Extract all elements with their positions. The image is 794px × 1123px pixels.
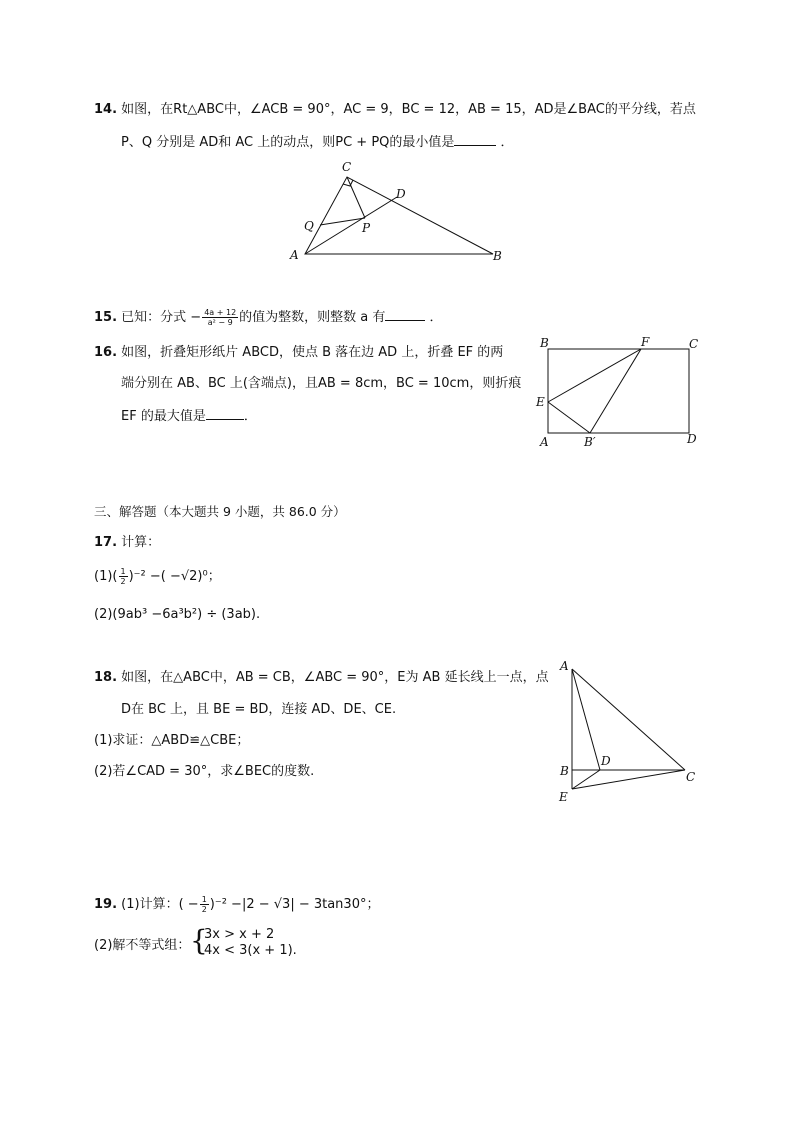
q16-label-B: B <box>540 336 549 350</box>
q18-number: 18. <box>94 670 118 685</box>
q18-label-A: A <box>560 659 569 673</box>
q14-label-B: B <box>493 249 502 263</box>
q16-end: ． <box>243 409 257 424</box>
q14-label-A: A <box>290 248 299 262</box>
q15-number: 15. <box>94 310 118 325</box>
q17-p1-frac-den: 2 <box>120 577 126 586</box>
q17-number: 17. <box>94 535 118 550</box>
q16-line1 <box>94 344 503 362</box>
q16-text-1: 如图，折叠矩形纸片 ABCD，使点 B 落在边 AD 上，折叠 EF 的两 <box>121 345 504 360</box>
q17-p1-pre: (1)( <box>94 569 118 584</box>
q19-p1-frac-num: 1 <box>201 895 207 904</box>
q18-text-2: D在 BC 上，且 BE = BD，连接 AD、DE、CE. <box>121 702 397 717</box>
q19-brace: { <box>190 924 208 957</box>
q14-line2 <box>121 133 514 152</box>
q17-part1 <box>94 566 221 588</box>
q15-line <box>94 307 443 329</box>
q18-line4 <box>94 763 314 781</box>
q16-line2 <box>121 375 521 393</box>
q19-part2-label <box>94 937 190 955</box>
q15-frac-num: 4a + 12 <box>204 308 237 317</box>
q14-end: ． <box>500 135 514 150</box>
q15-post: 的值为整数，则整数 a 有 <box>239 310 386 325</box>
q19-p1-fraction <box>200 895 209 914</box>
q18-figure <box>555 655 705 810</box>
q19-p1-post: )⁻² −|2 − √3| − 3tan30°； <box>209 897 380 912</box>
q19-ineq1 <box>204 927 274 942</box>
q15-answer-blank[interactable] <box>385 308 425 321</box>
q19-p2-label: (2)解不等式组： <box>94 938 191 953</box>
q19-p1-frac-den: 2 <box>201 905 207 914</box>
q14-line1 <box>94 101 696 119</box>
q15-fraction <box>202 308 238 327</box>
q14-label-C: C <box>342 160 352 174</box>
q18-label-C: C <box>686 770 696 784</box>
q16-text-3: EF 的最大值是 <box>121 409 206 424</box>
q18-label-E: E <box>559 790 568 804</box>
q18-text-3: (1)求证：△ABD≌△CBE； <box>94 733 250 748</box>
q15-frac-den: a² − 9 <box>207 318 233 327</box>
q18-label-B: B <box>560 764 569 778</box>
q19-ineq1-text: 3x > x + 2 <box>204 927 275 942</box>
q17-heading <box>94 534 160 552</box>
q17-part2 <box>94 606 260 624</box>
q19-ineq2 <box>204 943 297 958</box>
q16-line3 <box>121 407 257 426</box>
q19-p2-end: . <box>292 943 297 958</box>
section-3-heading <box>94 503 346 521</box>
q14-number: 14. <box>94 102 118 117</box>
q14-label-P: P <box>362 221 371 235</box>
q18-label-D: D <box>601 754 611 768</box>
q15-pre: 已知：分式 − <box>121 310 202 325</box>
q16-label-E: E <box>536 395 545 409</box>
q15-end: ． <box>429 310 443 325</box>
q19-p1-pre: (1)计算：( − <box>121 897 199 912</box>
q18-line2 <box>121 701 396 719</box>
q16-label-C: C <box>689 337 699 351</box>
q18-line3 <box>94 732 249 750</box>
q16-number: 16. <box>94 345 118 360</box>
q18-line1 <box>94 669 549 687</box>
q14-label-D: D <box>396 187 406 201</box>
q18-text-1: 如图，在△ABC中，AB = CB，∠ABC = 90°，E为 AB 延长线上一点，点 <box>121 670 549 685</box>
q16-figure <box>535 335 705 453</box>
q14-label-Q: Q <box>304 219 314 233</box>
q16-label-A: A <box>540 435 549 449</box>
section-3-title: 三、解答题（本大题共 9 小题，共 86.0 分） <box>94 504 346 519</box>
q16-text-2: 端分别在 AB、BC 上(含端点)，且AB = 8cm，BC = 10cm，则折痕 <box>121 376 522 391</box>
q14-answer-blank[interactable] <box>454 133 496 146</box>
q16-label-Bprime: B′ <box>584 435 596 449</box>
q17-p1-frac-num: 1 <box>120 567 126 576</box>
q17-p1-post: )⁻² −( −√2)⁰； <box>128 569 221 584</box>
q16-label-F: F <box>641 335 650 349</box>
q17-p2-text: (2)(9ab³ −6a³b²) ÷ (3ab). <box>94 607 261 622</box>
q17-title: 计算： <box>121 535 161 550</box>
q19-part1 <box>94 894 379 916</box>
q18-text-4: (2)若∠CAD = 30°，求∠BEC的度数. <box>94 764 315 779</box>
q19-ineq2-text: 4x < 3(x + 1) <box>204 943 293 958</box>
q14-figure <box>280 155 520 270</box>
q17-p1-fraction <box>119 567 128 586</box>
q14-text-2: P、Q 分别是 AD和 AC 上的动点，则PC + PQ的最小值是 <box>121 135 455 150</box>
q16-answer-blank[interactable] <box>206 407 244 420</box>
q19-number: 19. <box>94 897 118 912</box>
q16-label-D: D <box>687 432 697 446</box>
q14-text-1: 如图，在Rt△ABC中，∠ACB = 90°，AC = 9，BC = 12，AB = 15，AD是∠BAC的平分线，若点 <box>121 102 696 117</box>
